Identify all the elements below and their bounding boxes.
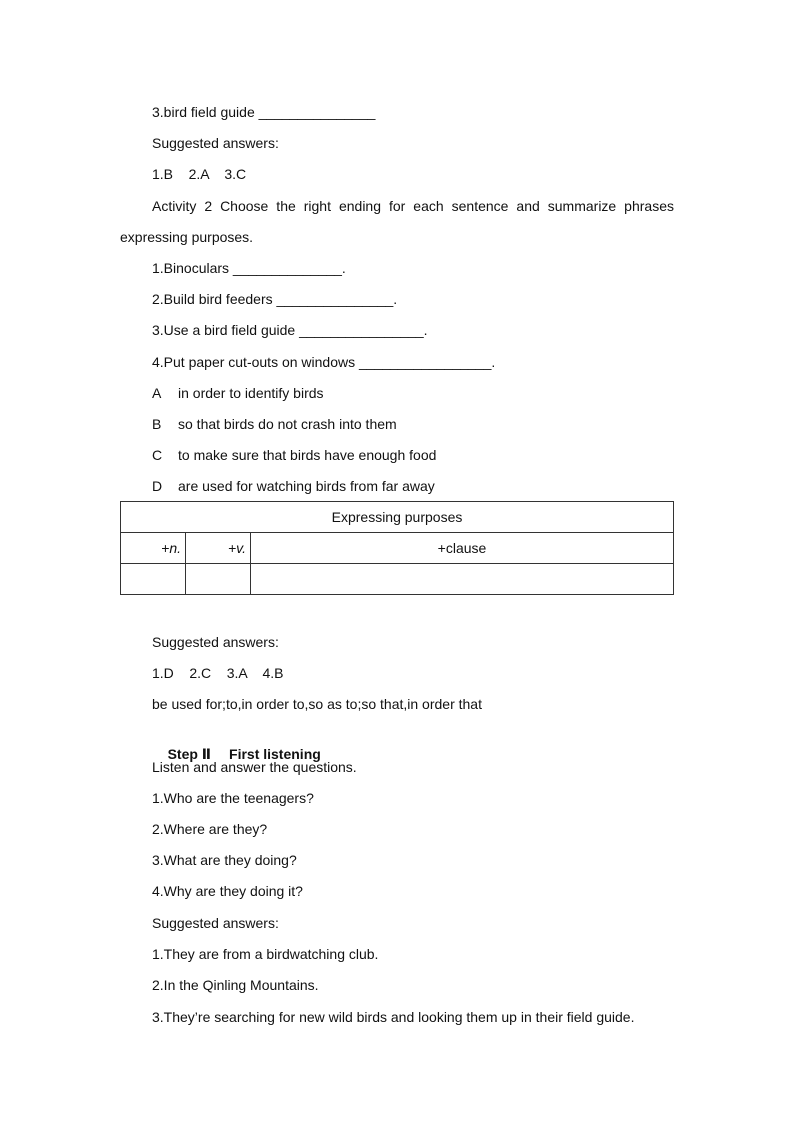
option-row <box>152 477 435 495</box>
step-title: First listening <box>229 746 321 762</box>
exercise-item: 1.Binoculars ______________. <box>152 260 346 276</box>
phrases-line: be used for;to,in order to,so as to;so that,in order that <box>152 696 482 712</box>
answer-item: 1.They are from a birdwatching club. <box>152 946 379 962</box>
table-header-noun: +n. <box>121 533 186 564</box>
table-cell-empty <box>251 564 674 595</box>
question-item: 3.What are they doing? <box>152 852 297 868</box>
option-letter: C <box>152 447 163 463</box>
question-item: 1.Who are the teenagers? <box>152 790 314 806</box>
option-row <box>152 384 324 402</box>
suggested-answers-label: Suggested answers: <box>152 634 279 650</box>
table-title: Expressing purposes <box>121 502 674 533</box>
exercise-item: 4.Put paper cut-outs on windows _________________. <box>152 354 496 370</box>
purpose-table <box>120 501 674 595</box>
activity-heading: Activity 2 Choose the right ending for each sentence and summarize phrases <box>152 198 674 214</box>
suggested-answers-label: Suggested answers: <box>152 135 279 151</box>
exercise-item: 3.Use a bird field guide ________________. <box>152 322 428 338</box>
option-letter: B <box>152 416 162 432</box>
step-number: Step Ⅱ <box>167 746 212 762</box>
instruction-line: Listen and answer the questions. <box>152 759 357 775</box>
answers-line: 1.D 2.C 3.A 4.B <box>152 665 284 681</box>
table-header-clause: +clause <box>251 533 674 564</box>
item-bird-field-guide: 3.bird field guide _______________ <box>152 104 376 120</box>
question-item: 4.Why are they doing it? <box>152 883 303 899</box>
option-text: are used for watching birds from far away <box>178 478 435 494</box>
answer-item: 2.In the Qinling Mountains. <box>152 977 319 993</box>
question-item: 2.Where are they? <box>152 821 268 837</box>
option-letter: D <box>152 478 163 494</box>
option-text: in order to identify birds <box>178 385 324 401</box>
activity-heading-continued: expressing purposes. <box>120 229 254 245</box>
option-text: so that birds do not crash into them <box>178 416 397 432</box>
exercise-item: 2.Build bird feeders _______________. <box>152 291 398 307</box>
table-cell-empty <box>186 564 251 595</box>
answers-line: 1.B 2.A 3.C <box>152 166 247 182</box>
option-row <box>152 415 397 433</box>
option-text: to make sure that birds have enough food <box>178 447 437 463</box>
table-cell-empty <box>121 564 186 595</box>
table-header-verb: +v. <box>186 533 251 564</box>
suggested-answers-label: Suggested answers: <box>152 915 279 931</box>
option-letter: A <box>152 385 162 401</box>
option-row <box>152 446 436 464</box>
answer-item: 3.They’re searching for new wild birds and looking them up in their field guide. <box>152 1009 635 1025</box>
